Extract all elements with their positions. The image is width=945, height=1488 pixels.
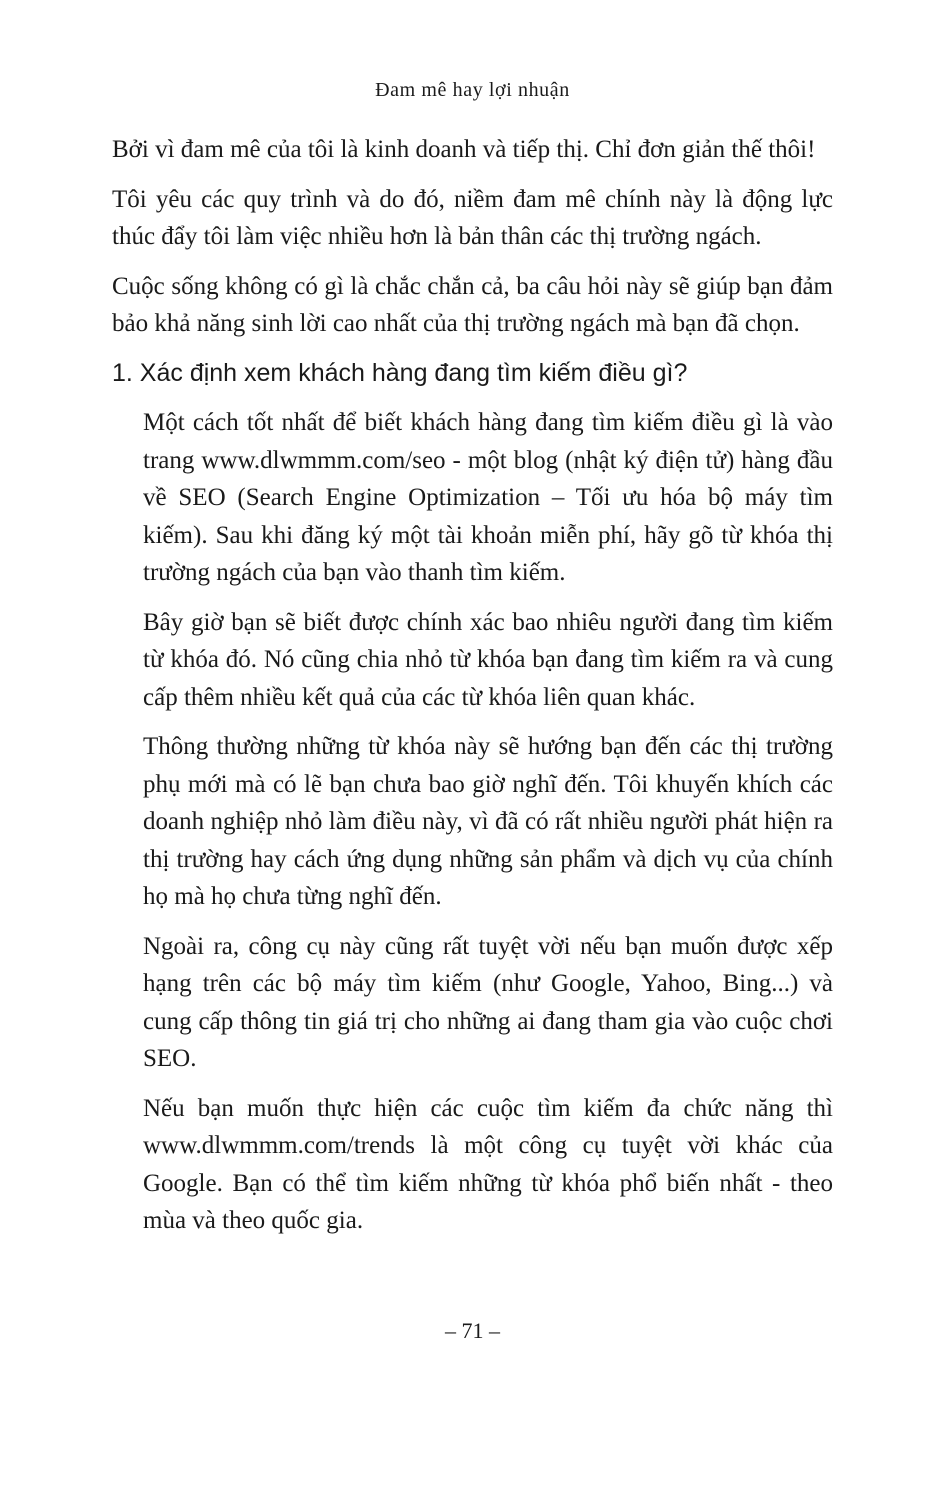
page-number: – 71 – xyxy=(445,1318,500,1343)
list-item-heading: 1. Xác định xem khách hàng đang tìm kiếm điều gì? xyxy=(112,358,688,387)
list-item-body xyxy=(143,404,833,1240)
paragraph: Tôi yêu các quy trình và do đó, niềm đam mê chính này là động lực thúc đẩy tôi làm việc nhiều hơn là bản thân các thị trường ngách. xyxy=(112,185,833,250)
paragraph: Thông thường những từ khóa này sẽ hướng bạn đến các thị trường phụ mới mà có lẽ bạn chưa bao giờ nghĩ đến. Tôi khuyến khích các doanh nghiệp nhỏ làm điều này, vì đã có rất nhiều người phát hiện ra thị trường hay cách ứng dụng những sản phẩm và dịch vụ của chính họ mà họ chưa từng nghĩ đến. xyxy=(143,733,833,910)
paragraph: Ngoài ra, công cụ này cũng rất tuyệt vời nếu bạn muốn được xếp hạng trên các bộ máy tìm kiếm (như Google, Yahoo, Bing...) và cung cấp thông tin giá trị cho những ai đang tham gia vào cuộc chơi SEO. xyxy=(143,932,833,1072)
body-text xyxy=(112,131,833,1252)
paragraph: Nếu bạn muốn thực hiện các cuộc tìm kiếm đa chức năng thì www.dlwmmm.com/trends là một công cụ tuyệt vời khác của Google. Bạn có thể tìm kiếm những từ khóa phổ biến nhất - theo mùa và theo quốc gia. xyxy=(143,1094,833,1234)
paragraph: Cuộc sống không có gì là chắc chắn cả, ba câu hỏi này sẽ giúp bạn đảm bảo khả năng sinh lời cao nhất của thị trường ngách mà bạn đã chọn. xyxy=(112,272,833,337)
paragraph: Một cách tốt nhất để biết khách hàng đang tìm kiếm điều gì là vào trang www.dlwmmm.com/seo - một blog (nhật ký điện tử) hàng đầu về SEO (Search Engine Optimization – Tối ưu hóa bộ máy tìm kiếm). Sau khi đăng ký một tài khoản miễn phí, hãy gõ từ khóa thị trường ngách của bạn vào thanh tìm kiếm. xyxy=(143,409,833,586)
paragraph: Bây giờ bạn sẽ biết được chính xác bao nhiêu người đang tìm kiếm từ khóa đó. Nó cũng chia nhỏ từ khóa bạn đang tìm kiếm ra và cung cấp thêm nhiều kết quả của các từ khóa liên quan khác. xyxy=(143,608,833,711)
paragraph: Bởi vì đam mê của tôi là kinh doanh và tiếp thị. Chỉ đơn giản thế thôi! xyxy=(112,136,816,163)
running-head: Đam mê hay lợi nhuận xyxy=(375,79,570,101)
